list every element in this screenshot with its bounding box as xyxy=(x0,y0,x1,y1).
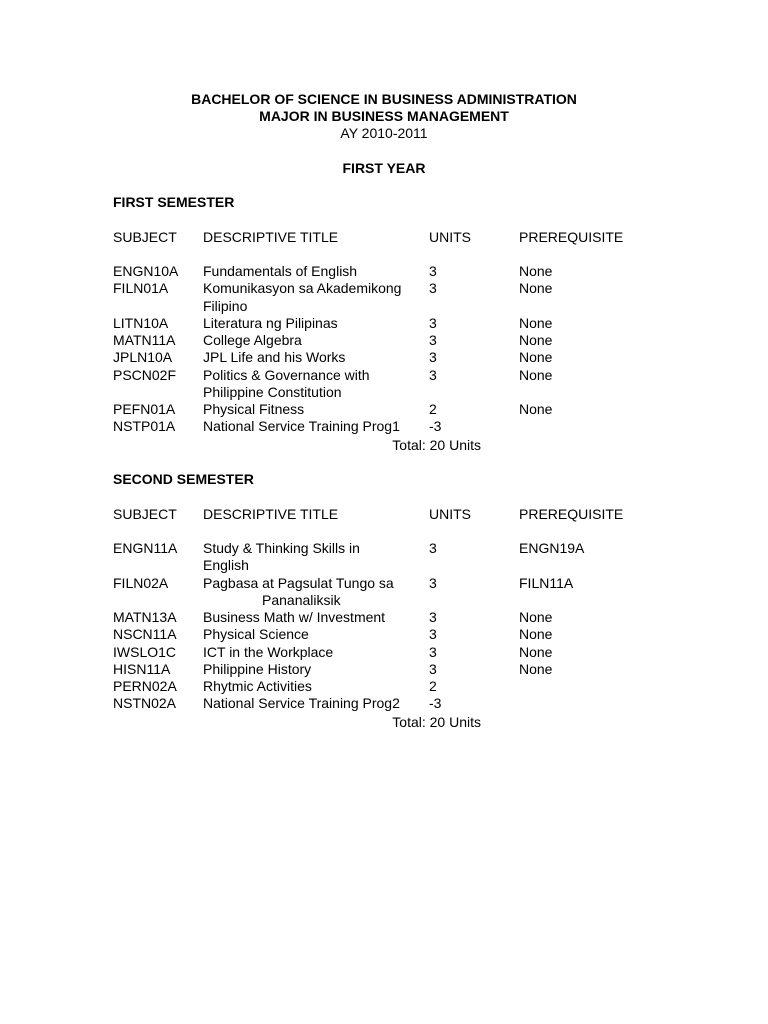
subject-prereq: None xyxy=(519,644,553,660)
subject-units: 2 xyxy=(429,401,437,417)
subject-title-continued: Filipino xyxy=(203,298,248,314)
subject-title-continued: Pananaliksik xyxy=(262,592,341,608)
subject-code: MATN11A xyxy=(113,332,176,348)
subject-code: HISN11A xyxy=(113,661,171,677)
subject-code: PSCN02F xyxy=(113,367,177,383)
subject-units: 2 xyxy=(429,678,437,694)
subject-header: SUBJECT xyxy=(113,229,177,245)
subject-code: FILN02A xyxy=(113,575,169,591)
subject-units: -3 xyxy=(429,695,442,711)
program-title: BACHELOR OF SCIENCE IN BUSINESS ADMINISTRATION xyxy=(191,91,577,107)
subject-title: College Algebra xyxy=(203,332,302,348)
subject-code: MATN13A xyxy=(113,609,177,625)
subject-prereq: None xyxy=(519,626,553,642)
subject-title: JPL Life and his Works xyxy=(203,349,346,365)
second-semester-heading: SECOND SEMESTER xyxy=(113,471,254,487)
subject-units: 3 xyxy=(429,575,437,591)
subject-prereq: None xyxy=(519,401,553,417)
subject-units: 3 xyxy=(429,540,437,556)
subject-code: JPLN10A xyxy=(113,349,173,365)
subject-header: SUBJECT xyxy=(113,506,177,522)
subject-prereq: None xyxy=(519,367,553,383)
prereq-header: PREREQUISITE xyxy=(519,506,624,522)
subject-units: 3 xyxy=(429,609,437,625)
subject-code: NSCN11A xyxy=(113,626,177,642)
subject-prereq: None xyxy=(519,263,553,279)
subject-title: Literatura ng Pilipinas xyxy=(203,315,338,331)
title-header: DESCRIPTIVE TITLE xyxy=(203,229,339,245)
subject-units: 3 xyxy=(429,332,437,348)
subject-units: 3 xyxy=(429,661,437,677)
subject-units: 3 xyxy=(429,349,437,365)
subject-title: Physical Science xyxy=(203,626,309,642)
subject-prereq: None xyxy=(519,315,553,331)
first-semester-total: Total: 20 Units xyxy=(392,437,481,453)
subject-title: Komunikasyon sa Akademikong xyxy=(203,280,402,296)
subject-title: Philippine History xyxy=(203,661,312,677)
subject-prereq: FILN11A xyxy=(519,575,574,591)
subject-title-continued: English xyxy=(203,557,249,573)
subject-code: NSTN02A xyxy=(113,695,177,711)
subject-title: Pagbasa at Pagsulat Tungo sa xyxy=(203,575,394,591)
subject-units: 3 xyxy=(429,367,437,383)
title-header: DESCRIPTIVE TITLE xyxy=(203,506,339,522)
subject-units: 3 xyxy=(429,626,437,642)
subject-units: -3 xyxy=(429,418,442,434)
subject-code: PERN02A xyxy=(113,678,177,694)
subject-prereq: ENGN19A xyxy=(519,540,585,556)
subject-prereq: None xyxy=(519,332,553,348)
subject-prereq: None xyxy=(519,349,553,365)
subject-prereq: None xyxy=(519,280,553,296)
subject-title: Physical Fitness xyxy=(203,401,305,417)
subject-units: 3 xyxy=(429,315,437,331)
subject-title: Politics & Governance with xyxy=(203,367,370,383)
subject-title: ICT in the Workplace xyxy=(203,644,334,660)
subject-code: NSTP01A xyxy=(113,418,176,434)
first-semester-heading: FIRST SEMESTER xyxy=(113,194,235,210)
academic-year: AY 2010-2011 xyxy=(340,125,428,141)
subject-code: PEFN01A xyxy=(113,401,176,417)
subject-prereq: None xyxy=(519,661,553,677)
subject-units: 3 xyxy=(429,644,437,660)
prereq-header: PREREQUISITE xyxy=(519,229,624,245)
subject-title: Business Math w/ Investment xyxy=(203,609,386,625)
subject-code: LITN10A xyxy=(113,315,169,331)
year-heading: FIRST YEAR xyxy=(342,160,426,176)
subject-code: IWSLO1C xyxy=(113,644,177,660)
major-title: MAJOR IN BUSINESS MANAGEMENT xyxy=(259,108,509,124)
subject-title: Rhytmic Activities xyxy=(203,678,312,694)
subject-title-continued: Philippine Constitution xyxy=(203,384,342,400)
subject-units: 3 xyxy=(429,280,437,296)
subject-title: National Service Training Prog2 xyxy=(203,695,400,711)
subject-title: Fundamentals of English xyxy=(203,263,358,279)
subject-code: FILN01A xyxy=(113,280,169,296)
subject-code: ENGN10A xyxy=(113,263,179,279)
units-header: UNITS xyxy=(429,229,471,245)
subject-code: ENGN11A xyxy=(113,540,178,556)
subject-title: Study & Thinking Skills in xyxy=(203,540,360,556)
subject-title: National Service Training Prog1 xyxy=(203,418,400,434)
second-semester-total: Total: 20 Units xyxy=(392,714,481,730)
units-header: UNITS xyxy=(429,506,471,522)
subject-prereq: None xyxy=(519,609,553,625)
subject-units: 3 xyxy=(429,263,437,279)
